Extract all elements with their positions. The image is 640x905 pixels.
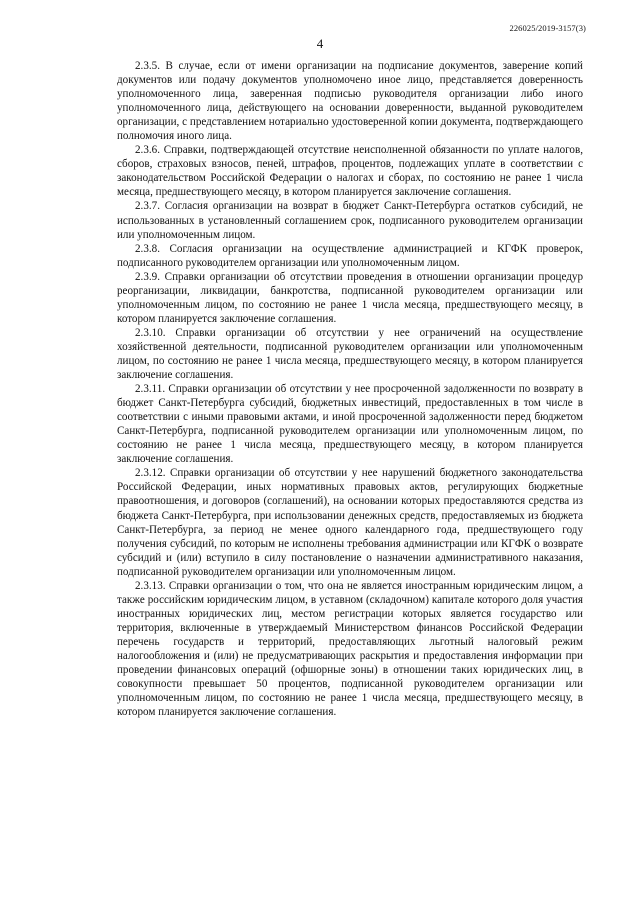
paragraph-2-3-5: 2.3.5. В случае, если от имени организации на подписание документов, заверение копий документов или подачу документов уполномочено иное лицо, представляется доверенность уполномоченного лица, заверенная подписью руководителя организации либо иного уполномоченного лица, действующего на основании доверенности, выданной руководителем организации, с представлением нотариально удостоверенной копии документа, подтверждающего полномочия иного лица. [117,60,583,143]
paragraph-2-3-8: 2.3.8. Согласия организации на осуществление администрацией и КГФК проверок, подписанного руководителем организации или уполномоченным лицом. [117,242,583,269]
paragraph-2-3-12: 2.3.12. Справки организации об отсутствии у нее нарушений бюджетного законодательства Российской Федерации, иных нормативных правовых актов, регулирующих бюджетные правоотношения, и договоров (соглашений), на основании которых предоставляются средства из бюджета Санкт-Петербурга, при использовании денежных средств, предоставляемых из бюджета Санкт-Петербурга, за период не менее одного календарного года, предшествующего году получения субсидий, по которым не исполнены требования администрации или КГФК о возврате субсидий и (или) вступило в силу постановление о назначении административного наказания, подписанной руководителем организации или уполномоченным лицом. [117,467,583,578]
paragraph-2-3-13: 2.3.13. Справки организации о том, что она не является иностранным юридическим лицом, а также российским юридическим лицом, в уставном (складочном) капитале которого доля участия иностранных юридических лиц, местом регистрации которых является государство или территория, включенные в утверждаемый Министерством финансов Российской Федерации перечень государств и территорий, предоставляющих льготный налоговый режим налогообложения и (или) не предусматривающих раскрытия и предоставления информации при проведении финансовых операций (офшорные зоны) в отношении таких юридических лиц, в совокупности превышает 50 процентов, подписанной руководителем организации или уполномоченным лицом, по состоянию не ранее 1 числа месяца, предшествующего месяцу, в котором планируется заключение соглашения. [117,579,583,719]
document-id: 226025/2019-3157(3) [509,23,586,33]
page-number: 4 [316,36,324,51]
document-body [117,59,583,719]
paragraph-2-3-9: 2.3.9. Справки организации об отсутствии проведения в отношении организации процедур реорганизации, ликвидации, банкротства, подписанной руководителем организации или уполномоченным лицом, по состоянию не ранее 1 числа месяца, предшествующего месяцу, в котором планируется заключение соглашения. [117,270,583,325]
paragraph-2-3-6: 2.3.6. Справки, подтверждающей отсутствие неисполненной обязанности по уплате налогов, сборов, страховых взносов, пеней, штрафов, процентов, подлежащих уплате в соответствии с законодательством Российской Федерации о налогах и сборах, по состоянию не ранее 1 числа месяца, предшествующего месяцу, в котором планируется заключение соглашения. [117,144,583,199]
paragraph-2-3-11: 2.3.11. Справки организации об отсутствии у нее просроченной задолженности по возврату в бюджет Санкт-Петербурга субсидий, бюджетных инвестиций, предоставленных в том числе в соответствии с иными правовыми актами, и иной просроченной задолженности перед бюджетом Санкт-Петербурга, подписанной руководителем организации или уполномоченным лицом, по состоянию не ранее 1 числа месяца, предшествующего месяцу, в котором планируется заключение соглашения. [117,383,583,466]
paragraph-2-3-7: 2.3.7. Согласия организации на возврат в бюджет Санкт-Петербурга остатков субсидий, не использованных в установленный соглашением срок, подписанного руководителем организации или уполномоченным лицом. [117,200,583,241]
paragraph-2-3-10: 2.3.10. Справки организации об отсутствии у нее ограничений на осуществление хозяйственной деятельности, подписанной руководителем организации или уполномоченным лицом, по состоянию не ранее 1 числа месяца, предшествующего месяцу, в котором планируется заключение соглашения. [117,326,583,382]
